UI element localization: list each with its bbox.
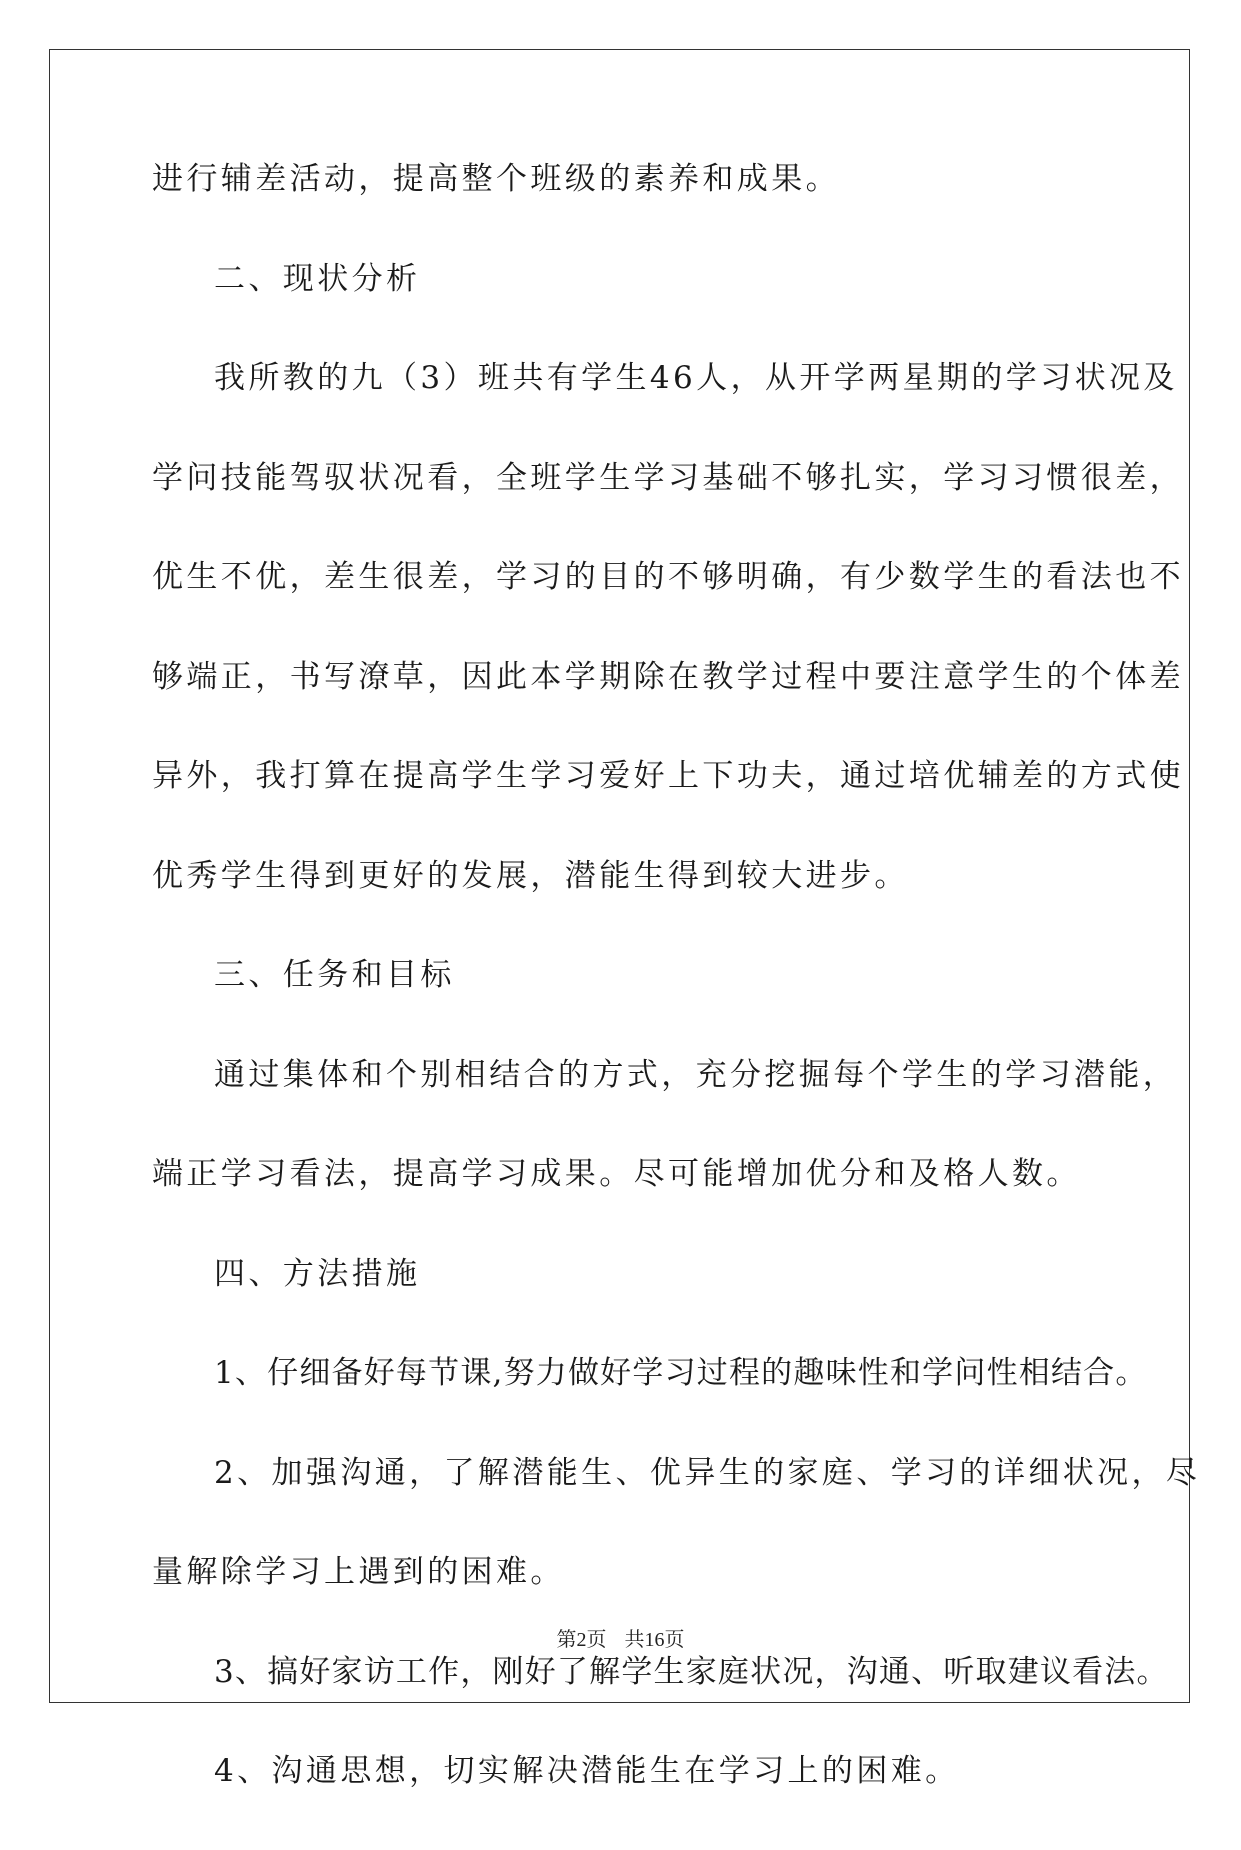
list-item: 4、沟通思想，切实解决潜能生在学习上的困难。 (214, 1753, 960, 1789)
paragraph-line: 学问技能驾驭状况看，全班学生学习基础不够扎实，学习习惯很差， (152, 459, 1184, 496)
list-item: 3、搞好家访工作，刚好了解学生家庭状况，沟通、听取建议看法。 (214, 1653, 1169, 1690)
paragraph-line: 进行辅差活动，提高整个班级的素养和成果。 (152, 161, 840, 197)
list-item: 2、加强沟通，了解潜能生、优异生的家庭、学习的详细状况，尽 (214, 1454, 1201, 1491)
page-footer (0, 1628, 1241, 1652)
paragraph-line: 优生不优，差生很差，学习的目的不够明确，有少数学生的看法也不 (152, 559, 1184, 595)
paragraph-line: 异外，我打算在提高学生学习爱好上下功夫，通过培优辅差的方式使 (152, 758, 1184, 794)
paragraph-line: 量解除学习上遇到的困难。 (152, 1554, 565, 1590)
section-heading: 二、现状分析 (214, 260, 421, 297)
list-item: 1、仔细备好每节课,努力做好学习过程的趣味性和学问性相结合。 (214, 1355, 1148, 1391)
paragraph-line: 通过集体和个别相结合的方式，充分挖掘每个学生的学习潜能， (214, 1056, 1178, 1093)
paragraph-line: 优秀学生得到更好的发展，潜能生得到较大进步。 (152, 857, 909, 894)
section-heading: 三、任务和目标 (214, 957, 455, 993)
paragraph-line: 够端正，书写潦草，因此本学期除在教学过程中要注意学生的个体差 (152, 658, 1184, 695)
page-total: 共16页 (624, 1629, 685, 1651)
page-number: 第2页 (556, 1629, 607, 1651)
paragraph-line: 端正学习看法，提高学习成果。尽可能增加优分和及格人数。 (152, 1156, 1081, 1192)
section-heading: 四、方法措施 (214, 1255, 421, 1292)
paragraph-line: 我所教的九（3）班共有学生46人，从开学两星期的学习状况及 (214, 360, 1178, 396)
document-body (152, 158, 1201, 1850)
